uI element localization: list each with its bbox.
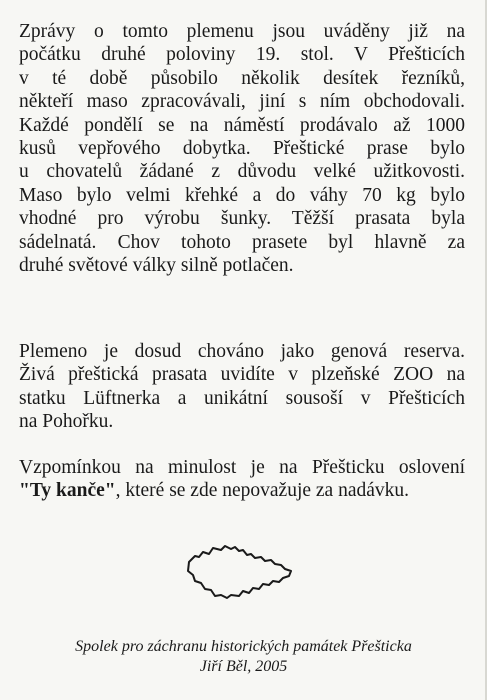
text-line: statku Lüftnerka a unikátní sousoší v Přešticích <box>19 387 465 409</box>
text-line: Plemeno je dosud chováno jako genová reserva. <box>19 341 465 362</box>
text-line: Zprávy o tomto plemenu jsou uváděny již na <box>19 21 465 42</box>
text-line: Živá přeštická prasata uvidíte v plzeňské ZOO na <box>19 364 465 386</box>
text-line: Vzpomínkou na minulost je na Přešticku oslovení <box>19 457 465 478</box>
text-line: kusů vepřového dobytka. Přeštické prase bylo <box>19 138 465 160</box>
text-line <box>19 479 465 502</box>
text-line: v té době působilo několik desítek řezníků, <box>19 67 465 89</box>
text-line: někteří maso zpracovávali, jiní s ním obchodovali. <box>19 91 465 113</box>
paragraph-greeting <box>19 456 465 503</box>
text-line: vhodné pro výrobu šunky. Těžší prasata byla <box>19 208 465 230</box>
footer-organization: Spolek pro záchranu historických památek Přešticka <box>75 638 412 655</box>
text-line: počátku druhé poloviny 19. stol. V Přešticích <box>19 44 465 66</box>
text-line: sádelnatá. Chov tohoto prasete byl hlavně za <box>19 231 465 253</box>
paragraph-history <box>19 20 465 277</box>
text-line: druhé světové války silně potlačen. <box>19 255 294 277</box>
text-line: Maso bylo velmi křehké a do váhy 70 kg bylo <box>19 184 465 206</box>
footer-author-year: Jiří Běl, 2005 <box>199 658 288 675</box>
paragraph-breed-reserve <box>19 340 465 434</box>
text-line: Každé pondělí se na náměstí prodávalo až 1000 <box>19 114 465 136</box>
text-line: u chovatelů žádané z důvodu velké užitkovosti. <box>19 161 465 183</box>
bold-phrase: "Ty kanče" <box>19 480 116 502</box>
text-line: na Pohořku. <box>19 411 114 433</box>
text-line-rest: , které se zde nepovažuje za nadávku. <box>115 480 410 502</box>
czech-republic-outline-icon <box>185 540 295 602</box>
